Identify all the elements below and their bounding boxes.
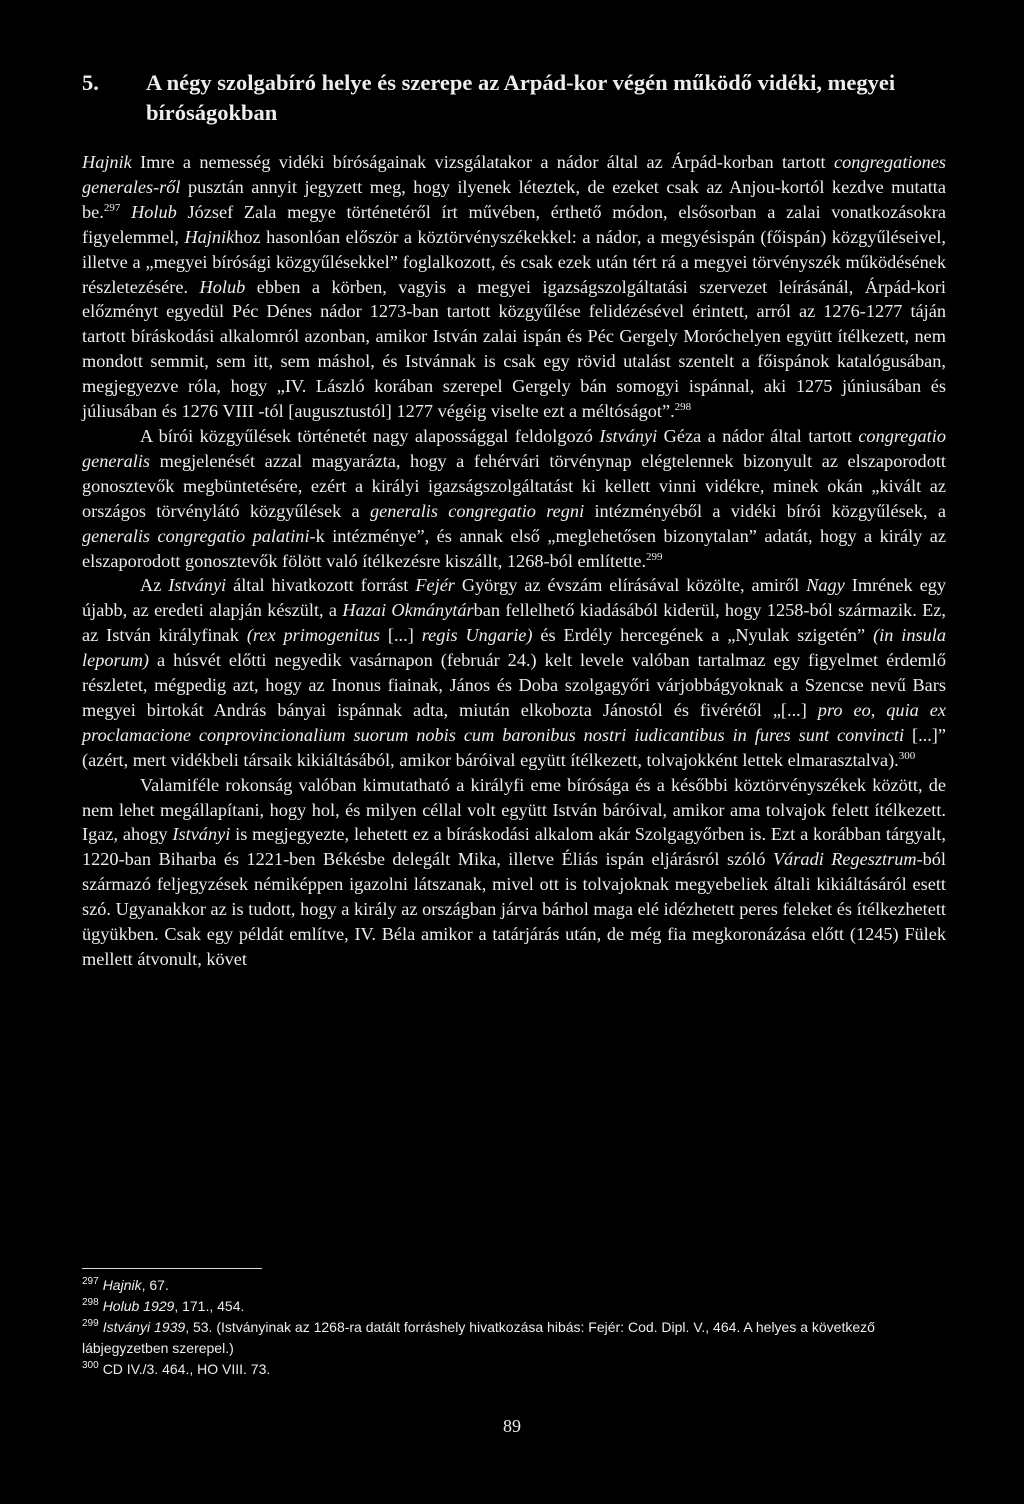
text-run: -k intézménye”, és annak első „meglehetősen bizonytalan” adatát, hogy a király az elszaporodott gonosztevők fölött való ítélkezésre kiszállt, 1268-ból említette. bbox=[82, 525, 946, 571]
italic-text: (in insula leporum) bbox=[82, 625, 946, 671]
text-run: megjelenését azzal magyarázta, hogy a fehérvári törvénynap elégtelennek bizonyult az elszaporodott gonosztevők megbüntetésére, ezért a királyi igazságszolgáltatást ki kellett vinni vidékre, minek okán „kivált az országos törvénylátó közgyűlések a bbox=[82, 450, 946, 521]
footnote bbox=[82, 1359, 962, 1380]
italic-text: generalis congregatio palatini bbox=[82, 525, 310, 546]
text-run: ban fellelhető kiadásából kiderül, hogy 1258-ból származik. Ez, az István királyfinak bbox=[82, 600, 946, 646]
page-number: 89 bbox=[503, 1416, 521, 1436]
section-heading bbox=[82, 68, 962, 128]
text-run: Géza a nádor által tartott bbox=[657, 425, 859, 446]
footnote-reference: 298 bbox=[674, 401, 692, 414]
text-run: a húsvét előtti negyedik vasárnapon (február 24.) kelt levele valóban tartalmaz egy figyelmet érdemlő részletet, mégpedig azt, hogy az Inonus fiainak, János és Doba szolgagyőri várjobbágyoknak a Szencse nevű Bars megyei birtokát András bányai ispánnak adta, miután elkobozta Jánostól és fivérétől „[...] bbox=[82, 650, 946, 720]
section-title: A négy szolgabíró helye és szerepe az Arpád-kor végén működő vidéki, megyei bíróságokban bbox=[146, 70, 896, 125]
footnote-number: 298 bbox=[82, 1297, 99, 1308]
text-run: , 171., 454. bbox=[174, 1298, 245, 1314]
text-run: intézményéből a vidéki bírói közgyűlések, a bbox=[584, 500, 946, 521]
text-run: pusztán annyit jegyzett meg, hogy ilyenek léteztek, de ezeket csak az Anjou-kortól kezdve mutatta be. bbox=[82, 176, 946, 222]
text-run: Valamiféle rokonság valóban kimutatható a királyfi eme bírósága és a későbbi köztörvényszékek között, de nem lehet megállapítani, hogy hol, és milyen céllal volt együtt István báróival, amikor ama tolvajok felett ítélkezett. Igaz, ahogy bbox=[82, 774, 946, 845]
paragraph bbox=[82, 573, 946, 772]
paragraph bbox=[82, 424, 946, 573]
footnote bbox=[82, 1275, 962, 1296]
section-number: 5. bbox=[82, 70, 99, 95]
italic-text: Fejér bbox=[415, 575, 455, 596]
text-run: [...]” (azért, mert vidékbeli társaik kikiáltásából, amikor báróival együtt ítélkezett, tolvajokként lettek elmarasztalva). bbox=[82, 724, 946, 770]
text-run: hoz hasonlóan először a köztörvényszékekkel: a nádor, a megyésispán (főispán) közgyűléseivel, illetve a „megyei bírósági közgyűlésekkel” foglalkozott, és csak ezek után tért rá a megyei törvényszék működésének részletezésére. bbox=[82, 226, 947, 297]
italic-text: generalis congregatio regni bbox=[369, 500, 585, 521]
footnote-divider bbox=[82, 1268, 262, 1269]
italic-text: Holub bbox=[131, 201, 177, 222]
italic-text: Hajnik bbox=[102, 1277, 142, 1293]
text-run: ebben a körben, vagyis a megyei igazságszolgáltatási szervezet leírásánál, Árpád-kori előzményt egyedül Péc Dénes nádor 1273-ban tartott közgyűlése felidézésével érintett, arról az 1276-1277 táján tartott bíráskodási alkalomról azonban, amikor István zalai ispán és Péc Gergely Moróchelyen együtt ítélkezett, nem mondott semmit, sem itt, sem máshol, és Istvánnak is csak egy rövid utalást szentelt a főispánok katalógusában, megjegyezve róla, hogy „IV. László korában szerepel Gergely bán somogyi ispánnal, aki 1275 júniusában és júliusában és 1276 VIII -tól [augusztustól] 1277 végéig viselte ezt a méltóságot”. bbox=[82, 276, 946, 422]
footnotes bbox=[82, 1275, 962, 1380]
text-run: György az évszám elírásával közölte, amiről bbox=[454, 575, 807, 596]
text-run: , 67. bbox=[141, 1277, 169, 1293]
paragraph bbox=[82, 150, 946, 424]
italic-text: Istványi bbox=[599, 425, 658, 446]
italic-text: Istványi bbox=[172, 824, 231, 845]
footnote-number: 297 bbox=[82, 1276, 99, 1287]
text-run: Az bbox=[140, 575, 169, 596]
footnote bbox=[82, 1296, 962, 1317]
italic-text: Holub 1929 bbox=[102, 1298, 175, 1314]
text-run: CD IV./3. 464., HO VIII. 73. bbox=[102, 1361, 271, 1377]
body-text bbox=[82, 150, 946, 972]
italic-text: -ről bbox=[153, 176, 181, 197]
text-run: Imrének egy újabb, az eredeti alapján készült, a bbox=[82, 575, 946, 621]
text-run: , 53. (Istványinak az 1268-ra datált forráshely hivatkozása hibás: Fejér: Cod. Dipl. V., 464. A helyes a következő lábjegyzetben szerepel.) bbox=[82, 1319, 875, 1356]
text-run: és Erdély hercegének a „Nyulak szigetén” bbox=[532, 625, 874, 646]
text-run: József Zala megye történetéről írt művében, érthető módon, elsősorban a zalai vonatkozásokra figyelemmel, bbox=[82, 201, 947, 247]
paragraph bbox=[82, 773, 946, 972]
text-run: által hivatkozott forrást bbox=[226, 575, 416, 596]
italic-text: Istványi bbox=[168, 575, 227, 596]
italic-text: Hazai Okmánytár bbox=[342, 600, 474, 621]
text-run: Imre a nemesség vidéki bíróságainak vizsgálatakor a nádor által az Árpád-korban tartott bbox=[131, 152, 834, 172]
text-run: [...] bbox=[379, 625, 422, 646]
italic-text: Istványi 1939 bbox=[102, 1319, 186, 1335]
footnote-reference: 299 bbox=[646, 550, 663, 563]
footnote-number: 299 bbox=[82, 1318, 99, 1329]
text-run bbox=[120, 202, 131, 222]
footnote bbox=[82, 1317, 962, 1359]
text-run: is megjegyezte, lehetett ez a bíráskodási alkalom akár Szolgagyőrben is. Ezt a korábban tárgyalt, 1220-ban Biharba és 1221-ben Békésbe delegált Mika, illetve Éliás ispán eljárásról szóló bbox=[82, 824, 946, 870]
italic-text: Nagy bbox=[806, 575, 845, 596]
italic-text: Hajnik bbox=[82, 152, 132, 172]
footnote-reference: 300 bbox=[898, 749, 916, 762]
italic-text: (rex primogenitus bbox=[246, 625, 380, 646]
italic-text: Holub bbox=[199, 276, 246, 297]
italic-text: Váradi Regesztrum bbox=[773, 849, 917, 870]
italic-text: congregatio generalis bbox=[82, 425, 946, 471]
text-run: A bírói közgyűlések történetét nagy alapossággal feldolgozó bbox=[140, 425, 600, 446]
footnote-number: 300 bbox=[82, 1360, 99, 1371]
text-run: -ból származó feljegyzések némiképpen igazolni látszanak, mivel ott is tolvajoknak megyebeliek általi kikiáltásáról esett szó. Ugyanakkor az is tudott, hogy a király az országban járva bárhol maga elé idézhetett peres feleket és ítélkezhetett ügyükben. Csak egy példát említve, IV. Béla amikor a tatárjárás után, de még fia megkoronázása előtt (1245) Fülek mellett átvonult, követ bbox=[82, 849, 946, 969]
italic-text: congregationes generales bbox=[82, 152, 946, 197]
footnote-reference: 297 bbox=[103, 201, 121, 214]
italic-text: regis Ungarie) bbox=[421, 625, 533, 646]
italic-text: pro eo, quia ex proclamacione conprovincionalium suorum nobis cum baronibus nostri iudicantibus in fures sunt convincti bbox=[82, 699, 946, 745]
italic-text: Hajnik bbox=[184, 226, 235, 247]
